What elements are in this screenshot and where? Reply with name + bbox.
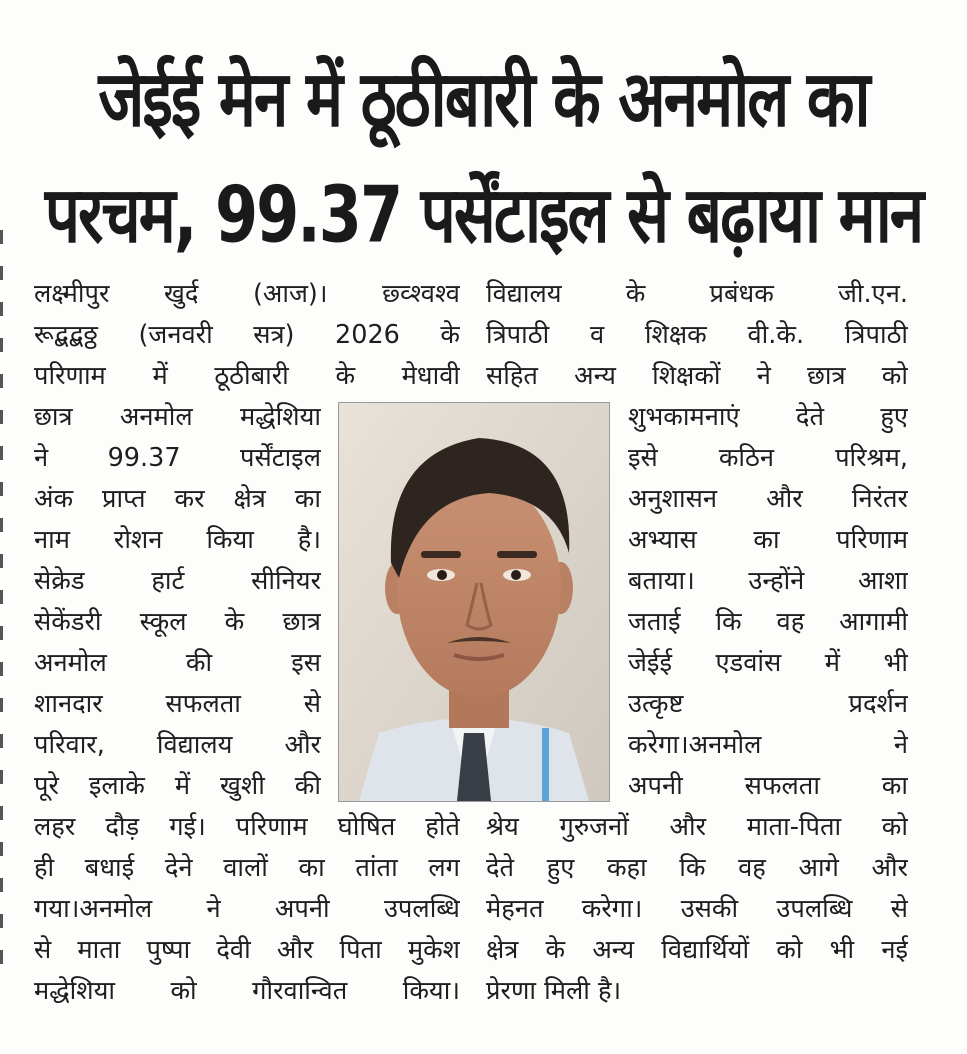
article-line: छात्र अनमोल मद्धेशिया	[34, 402, 321, 432]
article-line: से माता पुष्पा देवी और पिता मुकेश	[34, 935, 460, 965]
article-line: अंक प्राप्त कर क्षेत्र का	[34, 484, 321, 514]
article-line: शानदार सफलता से	[34, 689, 321, 719]
article-line: प्रेरणा मिली है।	[486, 976, 622, 1006]
article-line: अनुशासन और निरंतर	[628, 484, 908, 514]
article-line: सेकेंडरी स्कूल के छात्र	[34, 607, 321, 637]
article-line: मद्धेशिया को गौरवान्वित किया।	[34, 976, 460, 1006]
article-line: श्रेय गुरुजनों और माता-पिता को	[486, 812, 908, 842]
article-line: ही बधाई देने वालों का तांता लग	[34, 853, 460, 883]
article-line: सेक्रेड हार्ट सीनियर	[34, 566, 321, 596]
article-line: जेईई एडवांस में भी	[628, 648, 908, 678]
article-line: देते हुए कहा कि वह आगे और	[486, 853, 908, 883]
article-line: करेगा।अनमोल ने	[628, 730, 908, 760]
article-line: क्षेत्र के अन्य विद्यार्थियों को भी नई	[486, 935, 908, 965]
headline-line-2: परचम, 99.37 पर्सेंटाइल से बढ़ाया मान	[44, 168, 923, 260]
article-line: लक्ष्मीपुर खुर्द (आज)। छ्व्श्वश्व	[34, 279, 460, 309]
article-line: विद्यालय के प्रबंधक जी.एन.	[486, 279, 908, 309]
portrait-image	[339, 403, 609, 801]
article-line: मेहनत करेगा। उसकी उपलब्धि से	[486, 894, 908, 924]
article-line: परिवार, विद्यालय और	[34, 730, 321, 760]
article-line: रूद्बद्बठ्ठ (जनवरी सत्र) 2026 के	[34, 320, 460, 350]
article-line: अनमोल की इस	[34, 648, 321, 678]
article-line: नाम रोशन किया है।	[34, 525, 321, 555]
article-line: लहर दौड़ गई। परिणाम घोषित होते	[34, 812, 460, 842]
article-line: ने 99.37 पर्सेंटाइल	[34, 443, 321, 473]
article-line: सहित अन्य शिक्षकों ने छात्र को	[486, 361, 908, 391]
article-line: गया।अनमोल ने अपनी उपलब्धि	[34, 894, 460, 924]
article-line: अपनी सफलता का	[628, 771, 908, 801]
article-line: त्रिपाठी व शिक्षक वी.के. त्रिपाठी	[486, 320, 908, 350]
adjacent-column-edge	[0, 230, 6, 990]
headline-line-1: जेईई मेन में ठूठीबारी के अनमोल का	[98, 52, 869, 144]
article-line: शुभकामनाएं देते हुए	[628, 402, 908, 432]
article-line: उत्कृष्ट प्रदर्शन	[628, 689, 908, 719]
article-line: इसे कठिन परिश्रम,	[628, 443, 908, 473]
article-line: जताई कि वह आगामी	[628, 607, 908, 637]
article-line: पूरे इलाके में खुशी की	[34, 771, 321, 801]
article-line: बताया। उन्होंने आशा	[628, 566, 908, 596]
article-line: अभ्यास का परिणाम	[628, 525, 908, 555]
student-photo	[338, 402, 610, 802]
article-line: परिणाम में ठूठीबारी के मेधावी	[34, 361, 460, 391]
